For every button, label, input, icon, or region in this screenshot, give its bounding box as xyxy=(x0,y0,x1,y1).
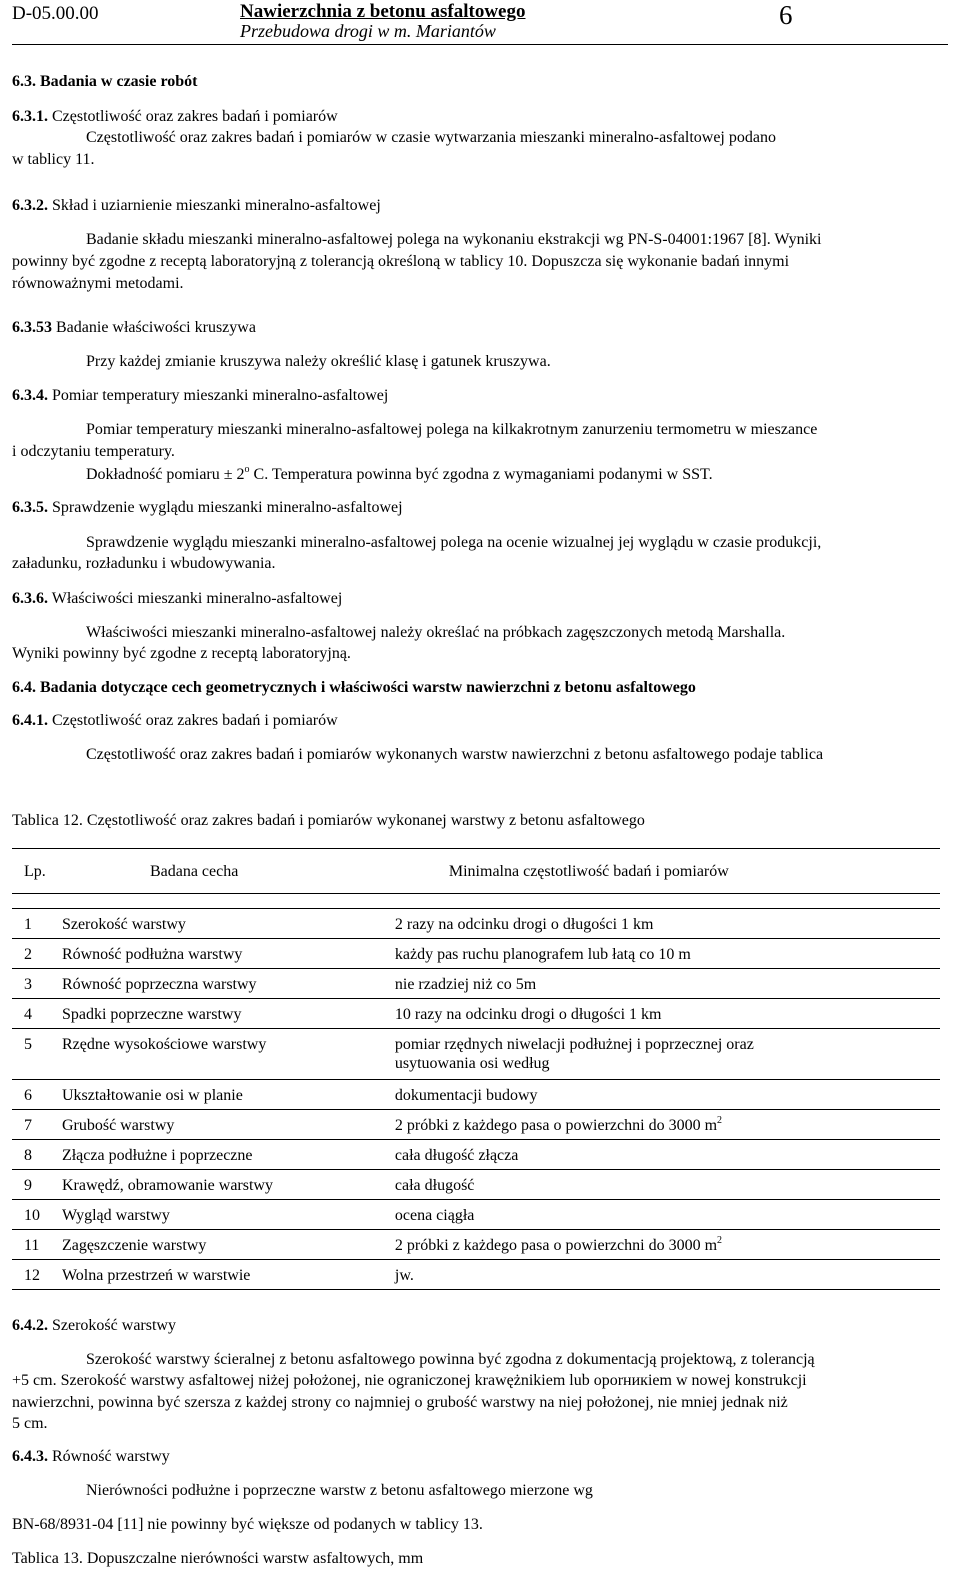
subsection-6-3-5-title xyxy=(12,498,403,517)
frequency-text: 2 próbki z każdego pasa o powierzchni do 3000 m xyxy=(394,1237,718,1254)
paragraph-line: Nierówności podłużne i poprzeczne warstw z betonu asfaltowego mierzone wg xyxy=(86,1482,593,1499)
row-lp: 4 xyxy=(12,999,62,1029)
subsection-title: Sprawdzenie wyglądu mieszanki mineralno-asfaltowej xyxy=(48,499,403,516)
row-feature: Zagęszczenie warstwy xyxy=(62,1230,395,1260)
paragraph-line: załadunku, rozładunku i wbudowywania. xyxy=(12,555,276,572)
subsection-number: 6.3.53 xyxy=(12,319,52,336)
row-lp: 10 xyxy=(12,1200,62,1230)
row-feature: Rzędne wysokościowe warstwy xyxy=(62,1029,395,1080)
subsection-title: Skład i uziarnienie mieszanki mineralno-asfaltowej xyxy=(48,197,381,214)
subsection-title: Częstotliwość oraz zakres badań i pomiarów xyxy=(48,108,338,125)
row-frequency xyxy=(395,1170,940,1200)
subsection-6-4-2-title xyxy=(12,1316,176,1335)
table-row xyxy=(12,1230,940,1260)
text-run: Dokładność pomiaru ± 2 xyxy=(86,466,245,483)
frequency-text: jw. xyxy=(394,1267,414,1284)
spec-code: D-05.00.00 xyxy=(12,3,99,24)
row-feature: Wolna przestrzeń w warstwie xyxy=(62,1260,395,1290)
subsection-number: 6.3.6. xyxy=(12,590,48,607)
row-frequency xyxy=(395,1110,940,1140)
frequency-text: cała długość xyxy=(394,1177,475,1194)
row-feature: Spadki poprzeczne warstwy xyxy=(62,999,395,1029)
paragraph-line xyxy=(86,465,713,484)
row-frequency xyxy=(395,1140,940,1170)
row-frequency xyxy=(395,939,940,969)
row-feature: Grubość warstwy xyxy=(62,1110,395,1140)
header-feature: Badana cecha xyxy=(149,862,239,880)
frequency-text: każdy pas ruchu planografem lub łatą co 10 m xyxy=(394,946,691,963)
frequency-text: 2 razy na odcinku drogi o długości 1 km xyxy=(394,916,654,933)
row-lp: 5 xyxy=(12,1029,62,1080)
frequency-text: nie rzadziej niż co 5m xyxy=(394,976,537,993)
subsection-6-3-2-title xyxy=(12,196,381,215)
row-feature: Równość podłużna warstwy xyxy=(62,939,395,969)
subsection-number: 6.3.2. xyxy=(12,197,48,214)
subsection-title: Szerokość warstwy xyxy=(48,1317,176,1334)
subsection-number: 6.3.4. xyxy=(12,387,48,404)
unit-superscript: 2 xyxy=(717,1115,723,1126)
row-lp: 12 xyxy=(12,1260,62,1290)
table-row xyxy=(12,1170,940,1200)
table-13-caption: Tablica 13. Dopuszczalne nierówności warstw asfaltowych, mm xyxy=(12,1550,424,1567)
row-frequency xyxy=(395,1230,940,1260)
table-header-row xyxy=(12,849,940,894)
paragraph-line: w tablicy 11. xyxy=(12,151,95,168)
subsection-6-3-6-title xyxy=(12,589,342,608)
table-row xyxy=(12,1110,940,1140)
degree-superscript: o xyxy=(244,464,250,475)
paragraph-line: Właściwości mieszanki mineralno-asfaltowej należy określać na próbkach zagęszczonych metodą Marshalla. xyxy=(86,624,786,641)
row-feature: Ukształtowanie osi w planie xyxy=(62,1080,395,1110)
subsection-6-3-1-title xyxy=(12,107,338,126)
row-frequency xyxy=(395,1080,940,1110)
subsection-title: Pomiar temperatury mieszanki mineralno-asfaltowej xyxy=(48,387,389,404)
paragraph-line: i odczytaniu temperatury. xyxy=(12,443,175,460)
row-frequency xyxy=(395,1029,940,1080)
row-frequency xyxy=(395,999,940,1029)
paragraph-line: Badanie składu mieszanki mineralno-asfaltowej polega na wykonaniu ekstrakcji wg PN-S-04001:1967 [8]. Wyniki xyxy=(86,231,822,248)
subsection-title: Częstotliwość oraz zakres badań i pomiarów xyxy=(48,712,338,729)
unit-superscript: 2 xyxy=(717,1235,723,1246)
subsection-title: Równość warstwy xyxy=(48,1448,170,1465)
paragraph-line: równoważnymi metodami. xyxy=(12,275,184,292)
subsection-6-3-3-title xyxy=(12,318,256,337)
subsection-number: 6.3.1. xyxy=(12,108,48,125)
row-lp: 8 xyxy=(12,1140,62,1170)
row-lp: 6 xyxy=(12,1080,62,1110)
row-frequency xyxy=(395,1200,940,1230)
table-row xyxy=(12,969,940,999)
paragraph-line: Częstotliwość oraz zakres badań i pomiarów wykonanych warstw nawierzchni z betonu asfaltowego podaje tablica xyxy=(86,746,824,763)
paragraph-line: Pomiar temperatury mieszanki mineralno-asfaltowej polega na kilkakrotnym zanurzeniu termometru w mieszance xyxy=(86,421,818,438)
header-frequency: Minimalna częstotliwość badań i pomiarów xyxy=(448,862,729,880)
frequency-table xyxy=(12,848,940,1290)
subsection-6-3-4-title xyxy=(12,386,388,405)
section-heading-6-4: 6.4. Badania dotyczące cech geometrycznych i właściwości warstw nawierzchni z betonu asfaltowego xyxy=(12,679,696,696)
paragraph-line: nawierzchni, powinna być szersza z każdej strony co najmniej o grubość warstwy na niej położonej, nie mniej jednak niż xyxy=(12,1394,788,1411)
paragraph-line: +5 cm. Szerokość warstwy asfaltowej niżej położonej, nie ograniczonej krawężnikiem lub oporникiem w nowej konstrukcji xyxy=(12,1372,807,1389)
paragraph-line: Szerokość warstwy ścieralnej z betonu asfaltowego powinna być zgodna z dokumentacją projektową, z tolerancją xyxy=(86,1351,815,1368)
table-row xyxy=(12,1260,940,1290)
row-frequency xyxy=(395,1260,940,1290)
row-lp: 1 xyxy=(12,909,62,939)
paragraph-line: Wyniki powinny być zgodne z receptą laboratoryjną. xyxy=(12,645,351,662)
frequency-text: pomiar rzędnych niwelacji podłużnej i poprzecznej oraz xyxy=(394,1036,754,1053)
subsection-6-4-3-title xyxy=(12,1447,170,1466)
paragraph-line: Częstotliwość oraz zakres badań i pomiarów w czasie wytwarzania mieszanki mineralno-asfaltowej podano xyxy=(86,129,776,146)
frequency-text: cała długość złącza xyxy=(394,1147,519,1164)
paragraph-line: Sprawdzenie wyglądu mieszanki mineralno-asfaltowej polega na ocenie wizualnej jej wyglądu w czasie produkcji, xyxy=(86,534,822,551)
row-frequency xyxy=(395,969,940,999)
frequency-text: 10 razy na odcinku drogi o długości 1 km xyxy=(394,1006,662,1023)
row-feature: Wygląd warstwy xyxy=(62,1200,395,1230)
header-lp: Lp. xyxy=(24,862,46,880)
subsection-title: Właściwości mieszanki mineralno-asfaltowej xyxy=(48,590,343,607)
page-header xyxy=(12,0,948,45)
table-spacer xyxy=(12,894,940,909)
row-feature: Równość poprzeczna warstwy xyxy=(62,969,395,999)
table-row xyxy=(12,909,940,939)
row-lp: 9 xyxy=(12,1170,62,1200)
frequency-text-line2: usytuowania osi według xyxy=(394,1055,550,1072)
paragraph-line: BN-68/8931-04 [11] nie powinny być większe od podanych w tablicy 13. xyxy=(12,1516,483,1533)
row-lp: 2 xyxy=(12,939,62,969)
table-row xyxy=(12,1080,940,1110)
frequency-text: 2 próbki z każdego pasa o powierzchni do 3000 m xyxy=(394,1117,718,1134)
frequency-text: dokumentacji budowy xyxy=(394,1087,538,1104)
table-row xyxy=(12,1029,940,1080)
table-12-caption: Tablica 12. Częstotliwość oraz zakres badań i pomiarów wykonanej warstwy z betonu asfaltowego xyxy=(12,812,645,829)
subsection-number: 6.4.1. xyxy=(12,712,48,729)
row-feature: Szerokość warstwy xyxy=(62,909,395,939)
table-row xyxy=(12,1140,940,1170)
text-run: C. Temperatura powinna być zgodna z wymaganiami podanymi w SST. xyxy=(249,466,713,483)
table-row xyxy=(12,999,940,1029)
paragraph-line: 5 cm. xyxy=(12,1415,48,1432)
row-feature: Krawędź, obramowanie warstwy xyxy=(62,1170,395,1200)
row-frequency xyxy=(395,909,940,939)
section-heading-6-3: 6.3. Badania w czasie robót xyxy=(12,73,198,90)
paragraph-line: Przy każdej zmianie kruszywa należy określić klasę i gatunek kruszywa. xyxy=(86,353,551,370)
subsection-number: 6.3.5. xyxy=(12,499,48,516)
table-row xyxy=(12,939,940,969)
row-lp: 7 xyxy=(12,1110,62,1140)
table-row xyxy=(12,1200,940,1230)
row-lp: 11 xyxy=(12,1230,62,1260)
header-subtitle: Przebudowa drogi w m. Mariantów xyxy=(240,21,496,41)
subsection-title: Badanie właściwości kruszywa xyxy=(52,319,256,336)
subsection-6-4-1-title xyxy=(12,711,338,730)
header-title: Nawierzchnia z betonu asfaltowego xyxy=(240,1,526,22)
row-feature: Złącza podłużne i poprzeczne xyxy=(62,1140,395,1170)
subsection-number: 6.4.2. xyxy=(12,1317,48,1334)
paragraph-line: powinny być zgodne z receptą laboratoryjną z tolerancją określoną w tablicy 10. Dopuszcza się wykonanie badań innymi xyxy=(12,253,790,270)
page-number: 6 xyxy=(779,0,793,30)
row-lp: 3 xyxy=(12,969,62,999)
subsection-number: 6.4.3. xyxy=(12,1448,48,1465)
frequency-text: ocena ciągła xyxy=(394,1207,475,1224)
